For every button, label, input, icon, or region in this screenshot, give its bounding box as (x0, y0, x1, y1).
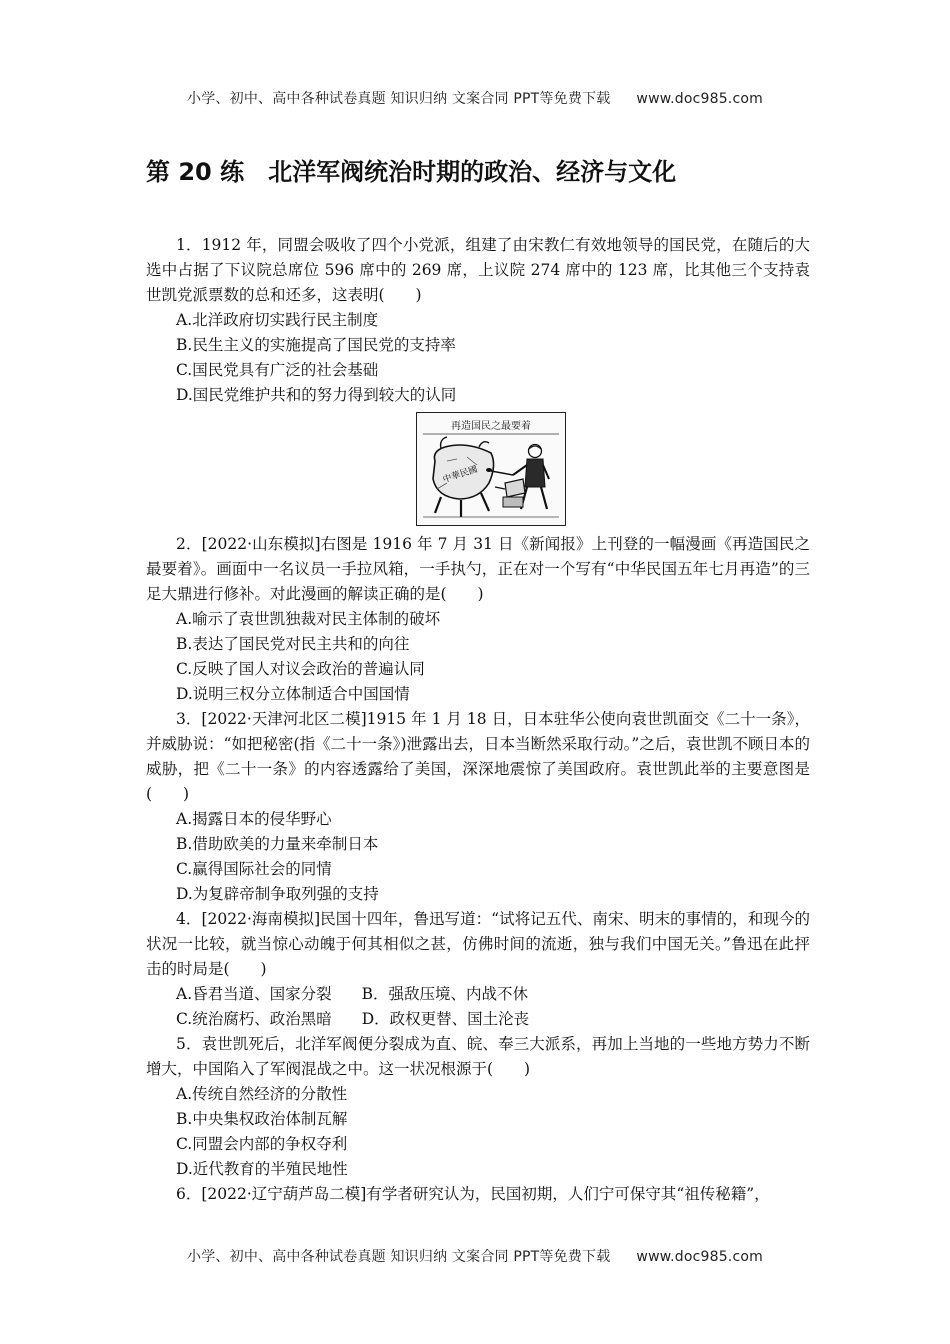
question-list (146, 233, 810, 1207)
question-4 (146, 907, 810, 1032)
footer-site: www.doc985.com (636, 1249, 763, 1265)
cartoon-figure-area (146, 408, 810, 532)
question-3 (146, 707, 810, 907)
option-b: B.借助欧美的力量来牵制日本 (176, 835, 379, 853)
option-b: B.中央集权政治体制瓦解 (176, 1110, 348, 1128)
question-stem: 5．袁世凯死后，北洋军阀便分裂成为直、皖、奉三大派系，再加上当地的一些地方势力不断增大，中国陷入了军阀混战之中。这一状况根源于( ) (146, 1035, 810, 1078)
cartoon-caption: 再造国民之最要着 (451, 421, 531, 432)
option-c: C.赢得国际社会的同情 (176, 860, 332, 878)
question-stem: 4．[2022·海南模拟]民国十四年，鲁迅写道：“试将记五代、南宋、明末的事情的，和现今的状况一比较，就当惊心动魄于何其相似之甚，仿佛时间的流逝，独与我们中国无关。”鲁迅在此抨击的时局是( ) (146, 910, 810, 978)
option-b: B.民生主义的实施提高了国民党的支持率 (176, 336, 456, 354)
question-1 (146, 233, 810, 408)
option-a: A.喻示了袁世凯独裁对民主体制的破坏 (176, 610, 441, 628)
question-stem: 1．1912 年，同盟会吸收了四个小党派，组建了由宋教仁有效地领导的国民党，在随后的大选中占据了下议院总席位 596 席中的 269 席，上议院 274 席中的 123 席，比其他三个支持袁世凯党派票数的总和还多，这表明( ) (146, 236, 810, 304)
option-row-ab (146, 982, 810, 1007)
option-c: C.统治腐朽、政治黑暗 (176, 1010, 332, 1028)
option-d: D.国民党维护共和的努力得到较大的认同 (176, 386, 457, 404)
option-b: B．强敌压境、内战不休 (361, 985, 529, 1003)
option-a: A.昏君当道、国家分裂 (176, 985, 332, 1003)
header-site: www.doc985.com (636, 91, 763, 107)
option-d: D.近代教育的半殖民地性 (176, 1160, 348, 1178)
question-2 (146, 532, 810, 707)
option-b: B.表达了国民党对民主共和的向往 (176, 635, 410, 653)
option-row-cd (146, 1007, 810, 1032)
option-c: C.国民党具有广泛的社会基础 (176, 361, 379, 379)
question-5 (146, 1032, 810, 1182)
question-6 (146, 1182, 810, 1207)
option-a: A.北洋政府切实践行民主制度 (176, 311, 379, 329)
header-text: 小学、初中、高中各种试卷真题 知识归纳 文案合同 PPT等免费下载 (187, 91, 611, 107)
cartoon-image (416, 412, 566, 526)
page-header (0, 88, 950, 108)
option-d: D．政权更替、国土沦丧 (361, 1010, 530, 1028)
option-c: C.同盟会内部的争权夺利 (176, 1135, 348, 1153)
option-d: D.为复辟帝制争取列强的支持 (176, 885, 379, 903)
option-d: D.说明三权分立体制适合中国国情 (176, 685, 410, 703)
cauldron-text: 中華民國 (441, 464, 480, 486)
option-a: A.揭露日本的侵华野心 (176, 810, 332, 828)
question-stem: 6．[2022·辽宁葫芦岛二模]有学者研究认为，民国初期，人们宁可保守其“祖传秘籍”， (176, 1185, 770, 1203)
question-stem: 2．[2022·山东模拟]右图是 1916 年 7 月 31 日《新闻报》上刊登的一幅漫画《再造国民之最要着》。画面中一名议员一手拉风箱，一手执勺，正在对一个写有“中华民国五年七月再造”的三足大鼎进行修补。对此漫画的解读正确的是( ) (146, 535, 810, 603)
question-stem: 3．[2022·天津河北区二模]1915 年 1 月 18 日，日本驻华公使向袁世凯面交《二十一条》，并威胁说：“如把秘密(指《二十一条》)泄露出去，日本当断然采取行动。”之后，袁世凯不顾日本的威胁，把《二十一条》的内容透露给了美国，深深地震惊了美国政府。袁世凯此举的主要意图是( ) (146, 710, 810, 803)
page-title: 第 20 练 北洋军阀统治时期的政治、经济与文化 (146, 158, 677, 186)
footer-text: 小学、初中、高中各种试卷真题 知识归纳 文案合同 PPT等免费下载 (187, 1249, 611, 1265)
option-c: C.反映了国人对议会政治的普遍认同 (176, 660, 425, 678)
option-a: A.传统自然经济的分散性 (176, 1085, 348, 1103)
page-footer (0, 1246, 950, 1266)
